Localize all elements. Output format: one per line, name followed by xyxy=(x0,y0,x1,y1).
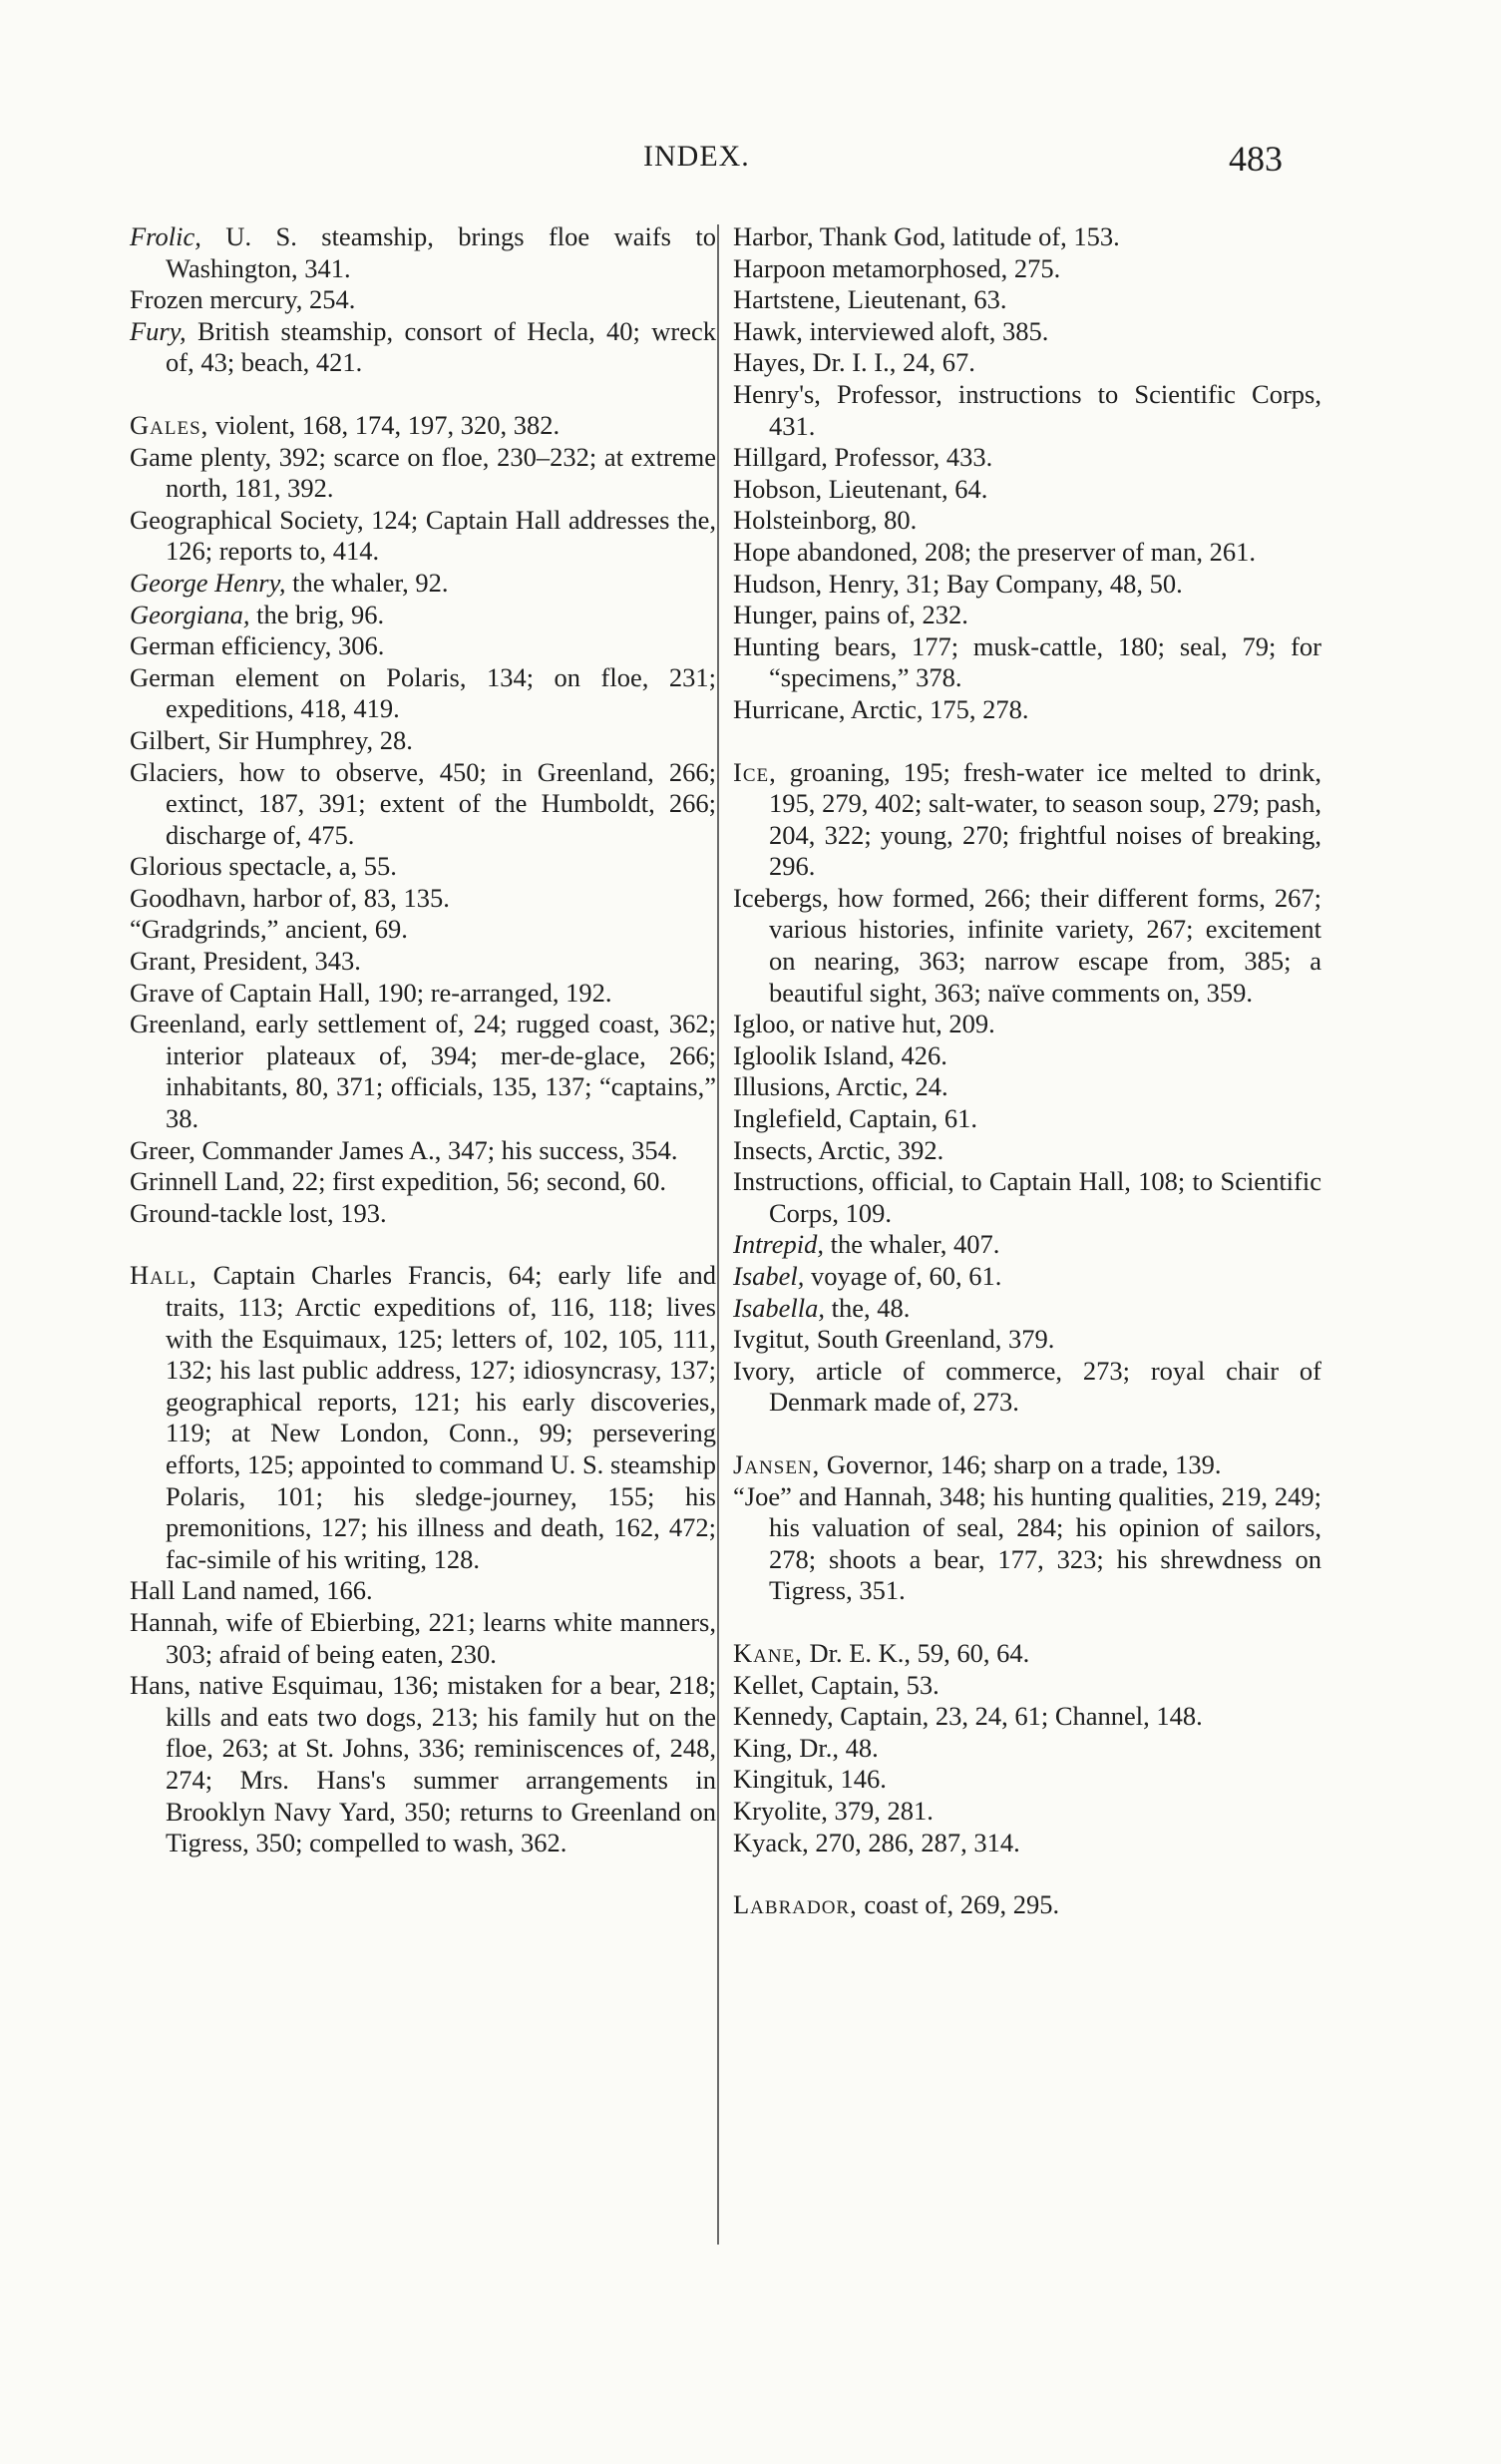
entry-text: Holsteinborg, 80. xyxy=(733,505,918,536)
entry-text: Hunger, pains of, 232. xyxy=(733,600,968,630)
entry-text: Harpoon metamorphosed, 275. xyxy=(733,252,1061,283)
entry-text: Inglefield, Captain, 61. xyxy=(733,1103,978,1134)
entry-text: Igloolik Island, 426. xyxy=(733,1039,947,1070)
index-entry-glaciers xyxy=(130,757,716,852)
entry-text: Greenland, early settlement of, 24; rugged coast, 362; interior plateaux of, 394; mer-de-glace, 266; inhabitants, 80, 371; officials, 135, 137; “captains,” 38. xyxy=(130,1009,716,1134)
entry-head: Isabel, xyxy=(733,1261,805,1291)
index-entry-hunting xyxy=(733,631,1321,694)
index-column-right xyxy=(733,221,1321,1921)
index-entry-insects xyxy=(733,1135,1321,1167)
entry-text: Captain Charles Francis, 64; early life and traits, 113; Arctic expeditions of, 116, 118; lives with the Esquimaux, 125; letters of, 102, 105, 111, 132; his last public address, 127; idiosyncrasy, 137; geographical reports, 121; his early discoveries, 119; at New London, Conn., 99; persevering efforts, 125; appointed to command U. S. steamship Polaris, 101; his sledge-journey, 155; his premonitions, 127; his illness and death, 162, 472; fac-simile of his writing, 128. xyxy=(166,1260,716,1574)
entry-text: Henry's, Professor, instructions to Scientific Corps, 431. xyxy=(733,378,1321,441)
entry-text: groaning, 195; fresh-water ice melted to drink, 195, 279, 402; salt-water, to season soup, 279; pash, 204, 322; young, 270; frightful noises of breaking, 296. xyxy=(769,756,1321,882)
entry-text: Illusions, Arctic, 24. xyxy=(733,1071,948,1102)
index-entry-greer xyxy=(130,1135,716,1167)
entry-text: Ground-tackle lost, 193. xyxy=(130,1197,387,1228)
entry-text: Grant, President, 343. xyxy=(130,946,361,977)
entry-text: Kellet, Captain, 53. xyxy=(733,1669,939,1700)
index-entry-german-element xyxy=(130,662,716,725)
entry-text: Kyack, 270, 286, 287, 314. xyxy=(733,1827,1020,1857)
index-entry-fury xyxy=(130,316,716,379)
index-entry-igloolik xyxy=(733,1040,1321,1072)
entry-text: the, 48. xyxy=(825,1292,911,1323)
entry-text: Gilbert, Sir Humphrey, 28. xyxy=(130,724,413,755)
index-entry-geographical xyxy=(130,505,716,568)
entry-text: Hayes, Dr. I. I., 24, 67. xyxy=(733,347,975,378)
page-number: 483 xyxy=(1229,139,1283,179)
index-entry-hobson xyxy=(733,474,1321,506)
index-entry-hudson xyxy=(733,569,1321,601)
index-entry-ivory xyxy=(733,1356,1321,1419)
index-entry-frolic xyxy=(130,221,716,284)
index-entry-inglefield xyxy=(733,1103,1321,1135)
index-entry-grant xyxy=(130,946,716,978)
index-entry-harbor xyxy=(733,221,1321,253)
entry-head: Hall, xyxy=(130,1260,197,1291)
entry-text: British steamship, consort of Hecla, 40; wreck of, 43; beach, 421. xyxy=(166,315,716,378)
entry-text: Glaciers, how to observe, 450; in Greenland, 266; extinct, 187, 391; extent of the Humboldt, 266; discharge of, 475. xyxy=(130,756,716,850)
index-entry-hawk xyxy=(733,316,1321,348)
entry-head: Frolic, xyxy=(130,221,201,251)
entry-text: the whaler, 92. xyxy=(285,567,449,598)
index-entry-george-henry xyxy=(130,568,716,600)
entry-head: Jansen, xyxy=(733,1448,821,1479)
entry-head: Intrepid, xyxy=(733,1229,825,1260)
entry-text: Grinnell Land, 22; first expedition, 56; second, 60. xyxy=(130,1166,666,1197)
entry-text: the whaler, 407. xyxy=(824,1229,1000,1260)
page-title: INDEX. xyxy=(643,140,750,173)
index-entry-hunger xyxy=(733,600,1321,631)
index-entry-grave xyxy=(130,978,716,1010)
index-entry-georgiana xyxy=(130,600,716,631)
entry-text: “Gradgrinds,” ancient, 69. xyxy=(130,914,408,945)
index-entry-kane xyxy=(733,1638,1321,1670)
entry-head: Kane, xyxy=(733,1637,803,1668)
index-entry-ground-tackle xyxy=(130,1198,716,1230)
entry-text: Glorious spectacle, a, 55. xyxy=(130,851,397,882)
index-entry-gradgrinds xyxy=(130,914,716,946)
entry-text: Harbor, Thank God, latitude of, 153. xyxy=(733,221,1120,251)
entry-text: Goodhavn, harbor of, 83, 135. xyxy=(130,882,450,913)
index-entry-holsteinborg xyxy=(733,505,1321,537)
index-entry-ivgitut xyxy=(733,1324,1321,1356)
entry-head: Georgiana, xyxy=(130,599,250,629)
index-entry-intrepid xyxy=(733,1229,1321,1261)
entry-text: Greer, Commander James A., 347; his success, 354. xyxy=(130,1134,678,1165)
entry-text: Frozen mercury, 254. xyxy=(130,284,356,315)
index-entry-hurricane xyxy=(733,694,1321,726)
entry-head: Gales, xyxy=(130,409,209,440)
entry-head: Fury, xyxy=(130,315,187,346)
index-entry-illusions xyxy=(733,1071,1321,1103)
index-entry-igloo xyxy=(733,1009,1321,1040)
entry-head: Labrador, xyxy=(733,1889,858,1920)
entry-text: Geographical Society, 124; Captain Hall addresses the, 126; reports to, 414. xyxy=(130,504,716,567)
entry-text: Hans, native Esquimau, 136; mistaken for a bear, 218; kills and eats two dogs, 213; his family hut on the floe, 263; at St. Johns, 336; reminiscences of, 248, 274; Mrs. Hans's summer arrangements in Brooklyn Navy Yard, 350; returns to Greenland on Tigress, 350; compelled to wash, 362. xyxy=(130,1670,716,1858)
entry-text: German element on Polaris, 134; on floe, 231; expeditions, 418, 419. xyxy=(130,661,716,724)
entry-text: “Joe” and Hannah, 348; his hunting qualities, 219, 249; his valuation of seal, 284; his opinion of sailors, 278; shoots a bear, 177, 323; his shrewdness on Tigress, 351. xyxy=(733,1480,1321,1606)
index-entry-hillgard xyxy=(733,442,1321,474)
entry-text: Hobson, Lieutenant, 64. xyxy=(733,473,988,504)
entry-head: Ice, xyxy=(733,756,777,787)
index-entry-frozen xyxy=(130,284,716,316)
entry-text: the brig, 96. xyxy=(249,599,385,629)
entry-text: Kennedy, Captain, 23, 24, 61; Channel, 148. xyxy=(733,1701,1203,1732)
entry-text: King, Dr., 48. xyxy=(733,1732,879,1763)
entry-text: Governor, 146; sharp on a trade, 139. xyxy=(820,1448,1222,1479)
entry-text: Hunting bears, 177; musk-cattle, 180; seal, 79; for “specimens,” 378. xyxy=(733,630,1321,693)
index-entry-hall-land xyxy=(130,1575,716,1607)
page-header xyxy=(0,140,1501,190)
entry-text: Kryolite, 379, 281. xyxy=(733,1795,934,1826)
entry-head: Isabella, xyxy=(733,1292,825,1323)
entry-text: Hillgard, Professor, 433. xyxy=(733,442,993,473)
index-entry-grinnell xyxy=(130,1166,716,1198)
entry-text: Ivgitut, South Greenland, 379. xyxy=(733,1324,1055,1355)
index-entry-harpoon xyxy=(733,253,1321,285)
entry-text: Game plenty, 392; scarce on floe, 230–232; at extreme north, 181, 392. xyxy=(130,441,716,504)
entry-text: Hannah, wife of Ebierbing, 221; learns white manners, 303; afraid of being eaten, 230. xyxy=(130,1606,716,1669)
entry-text: coast of, 269, 295. xyxy=(857,1889,1060,1920)
index-entry-kingituk xyxy=(733,1764,1321,1796)
entry-text: voyage of, 60, 61. xyxy=(804,1261,1002,1291)
index-entry-hayes xyxy=(733,347,1321,379)
index-entry-gilbert xyxy=(130,725,716,757)
index-entry-isabella xyxy=(733,1293,1321,1325)
entry-text: Grave of Captain Hall, 190; re-arranged, 192. xyxy=(130,977,612,1008)
index-entry-kyack xyxy=(733,1828,1321,1859)
column-divider xyxy=(717,224,719,2245)
entry-text: Hartstene, Lieutenant, 63. xyxy=(733,284,1007,315)
index-entry-hannah xyxy=(130,1607,716,1670)
entry-text: U. S. steamship, brings floe waifs to Washington, 341. xyxy=(166,221,716,283)
entry-text: Ivory, article of commerce, 273; royal chair of Denmark made of, 273. xyxy=(733,1355,1321,1418)
entry-text: Hall Land named, 166. xyxy=(130,1575,373,1606)
entry-text: violent, 168, 174, 197, 320, 382. xyxy=(208,409,561,440)
entry-text: Hurricane, Arctic, 175, 278. xyxy=(733,693,1029,724)
index-entry-icebergs xyxy=(733,883,1321,1009)
entry-text: German efficiency, 306. xyxy=(130,630,385,661)
index-entry-jansen xyxy=(733,1449,1321,1481)
index-entry-ice xyxy=(733,757,1321,883)
entry-text: Insects, Arctic, 392. xyxy=(733,1134,944,1165)
index-entry-henry xyxy=(733,379,1321,442)
index-entry-glorious xyxy=(130,851,716,883)
entry-text: Icebergs, how formed, 266; their different forms, 267; various histories, infinite variety, 267; excitement on nearing, 363; narrow escape from, 385; a beautiful sight, 363; naïve comments on, 359. xyxy=(733,882,1321,1008)
index-entry-game xyxy=(130,442,716,505)
entry-text: Kingituk, 146. xyxy=(733,1764,887,1795)
entry-text: Instructions, official, to Captain Hall, 108; to Scientific Corps, 109. xyxy=(733,1166,1321,1228)
entry-text: Hudson, Henry, 31; Bay Company, 48, 50. xyxy=(733,568,1183,599)
index-entry-kryolite xyxy=(733,1796,1321,1828)
entry-text: Hope abandoned, 208; the preserver of man, 261. xyxy=(733,536,1256,567)
index-entry-hartstene xyxy=(733,284,1321,316)
index-entry-instructions xyxy=(733,1166,1321,1229)
index-entry-hans xyxy=(130,1670,716,1859)
index-entry-hope xyxy=(733,537,1321,569)
index-entry-goodhavn xyxy=(130,883,716,915)
entry-text: Dr. E. K., 59, 60, 64. xyxy=(802,1637,1030,1668)
index-entry-labrador xyxy=(733,1889,1321,1921)
index-entry-king xyxy=(733,1733,1321,1765)
entry-head: George Henry, xyxy=(130,567,286,598)
index-entry-isabel xyxy=(733,1261,1321,1293)
entry-text: Igloo, or native hut, 209. xyxy=(733,1009,995,1039)
index-entry-hall xyxy=(130,1260,716,1575)
index-entry-kennedy xyxy=(733,1701,1321,1733)
index-entry-greenland xyxy=(130,1009,716,1134)
index-entry-joe xyxy=(733,1481,1321,1607)
entry-text: Hawk, interviewed aloft, 385. xyxy=(733,315,1049,346)
index-entry-kellet xyxy=(733,1670,1321,1702)
index-entry-german-efficiency xyxy=(130,630,716,662)
index-entry-gales xyxy=(130,410,716,442)
index-column-left xyxy=(130,221,716,1859)
